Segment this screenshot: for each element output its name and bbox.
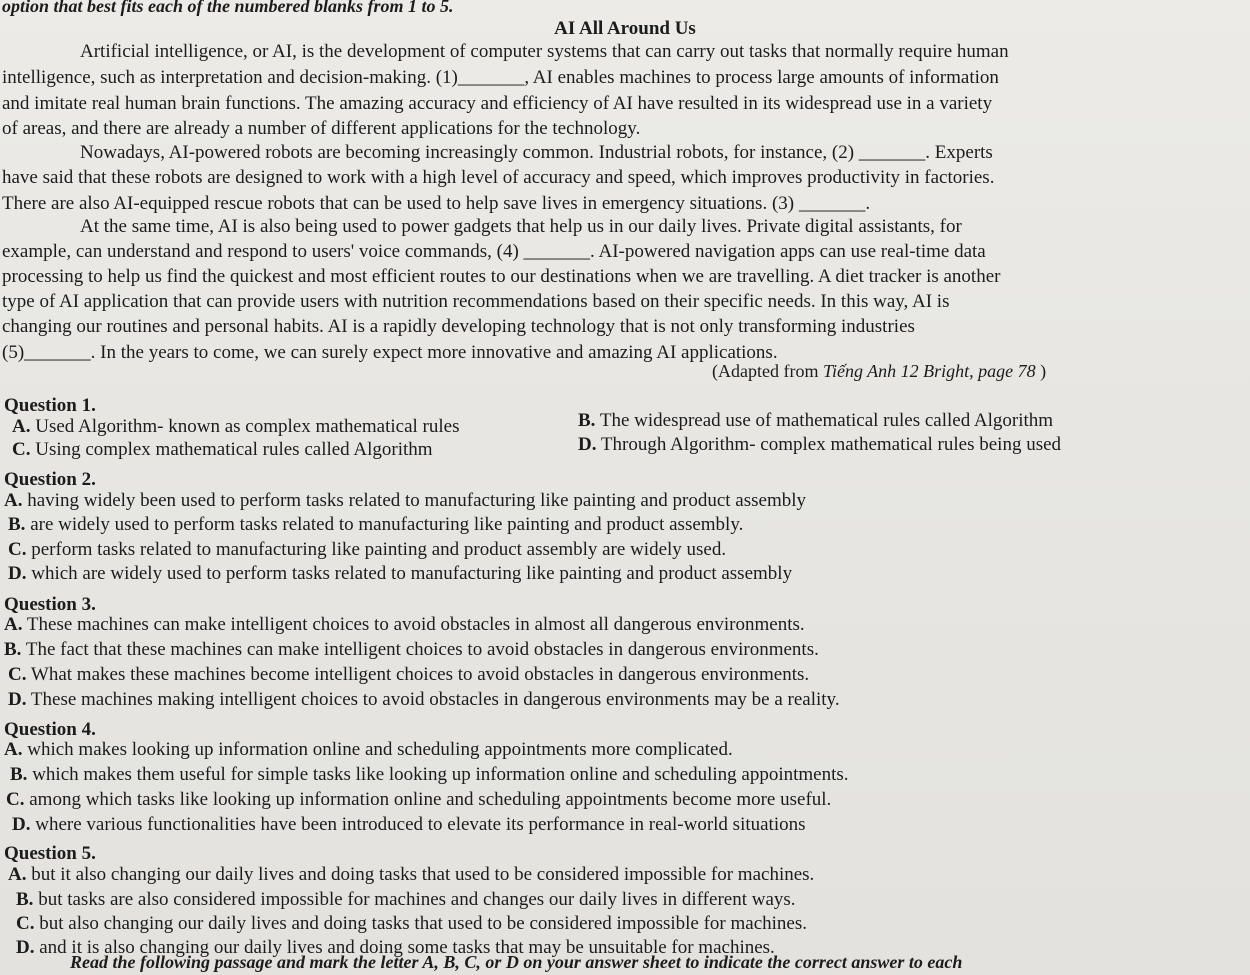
- question-3-option-c: C. What makes these machines become intelligent choices to avoid obstacles in dangerous environments.: [8, 664, 810, 685]
- question-3-option-d: D. These machines making intelligent choices to avoid obstacles in dangerous environments may be a reality.: [8, 689, 840, 710]
- question-1-option-c: C. Using complex mathematical rules called Algorithm: [12, 439, 433, 460]
- source-prefix: (Adapted from: [712, 361, 823, 381]
- question-4-option-c: C. among which tasks like looking up information online and scheduling appointments become more useful.: [6, 789, 832, 810]
- question-2-option-b: B. are widely used to perform tasks related to manufacturing like painting and product assembly.: [8, 514, 744, 535]
- passage-line: and imitate real human brain functions. The amazing accuracy and efficiency of AI have resulted in its widespread use in a variety: [2, 93, 993, 114]
- instruction-bottom: Read the following passage and mark the letter A, B, C, or D on your answer sheet to indicate the correct answer to each: [70, 952, 963, 972]
- question-2-label: Question 2.: [4, 469, 96, 490]
- question-2-option-a: A. having widely been used to perform tasks related to manufacturing like painting and product assembly: [4, 490, 807, 511]
- question-2-option-c: C. perform tasks related to manufacturing like painting and product assembly are widely used.: [8, 539, 727, 560]
- passage-line: example, can understand and respond to users' voice commands, (4) _______. AI-powered navigation apps can use real-time data: [2, 241, 986, 262]
- question-4-option-a: A. which makes looking up information online and scheduling appointments more complicated.: [4, 739, 733, 760]
- passage-title: AI All Around Us: [554, 18, 696, 39]
- source-citation: [712, 361, 1046, 382]
- question-1-option-b: B. The widespread use of mathematical rules called Algorithm: [578, 410, 1054, 431]
- question-4-option-b: B. which makes them useful for simple tasks like looking up information online and scheduling appointments.: [10, 764, 849, 785]
- question-4-label: Question 4.: [4, 719, 96, 740]
- passage-line: changing our routines and personal habits. AI is a rapidly developing technology that is not only transforming industries: [2, 316, 915, 337]
- passage-line: type of AI application that can provide users with nutrition recommendations based on their specific needs. In this way, AI is: [2, 291, 950, 312]
- question-5-option-a: A. but it also changing our daily lives and doing tasks that used to be considered impossible for machines.: [8, 864, 815, 885]
- passage-line: (5)_______. In the years to come, we can surely expect more innovative and amazing AI applications.: [2, 342, 778, 363]
- question-5-option-d: D. and it is also changing our daily lives and doing some tasks that may be unsuitable for machines.: [16, 937, 775, 958]
- question-5-option-c: C. but also changing our daily lives and doing tasks that used to be considered impossible for machines.: [16, 913, 807, 934]
- question-4-option-d: D. where various functionalities have been introduced to elevate its performance in real-world situations: [12, 814, 806, 835]
- question-5-option-b: B. but tasks are also considered impossible for machines and changes our daily lives in different ways.: [16, 889, 796, 910]
- question-1-label: Question 1.: [4, 395, 96, 416]
- passage-line: There are also AI-equipped rescue robots that can be used to help save lives in emergency situations. (3) _______.: [2, 193, 871, 214]
- question-3-option-a: A. These machines can make intelligent choices to avoid obstacles in almost all dangerous environments.: [4, 614, 805, 635]
- question-3-label: Question 3.: [4, 594, 96, 615]
- passage-line: processing to help us find the quickest and most efficient routes to our destinations when we are travelling. A diet tracker is another: [2, 266, 1001, 287]
- passage-line: Nowadays, AI-powered robots are becoming increasingly common. Industrial robots, for instance, (2) _______. Experts: [80, 142, 993, 163]
- question-5-label: Question 5.: [4, 843, 96, 864]
- passage-line: At the same time, AI is also being used to power gadgets that help us in our daily lives. Private digital assistants, for: [80, 216, 962, 237]
- passage-line: intelligence, such as interpretation and decision-making. (1)_______, AI enables machines to process large amounts of information: [2, 67, 999, 88]
- question-3-option-b: B. The fact that these machines can make intelligent choices to avoid obstacles in dangerous environments.: [4, 639, 819, 660]
- question-1-option-d: D. Through Algorithm- complex mathematical rules being used: [578, 434, 1062, 455]
- passage-line: Artificial intelligence, or AI, is the development of computer systems that can carry out tasks that normally require human: [80, 41, 1009, 62]
- passage-line: of areas, and there are already a number of different applications for the technology.: [2, 118, 641, 139]
- source-suffix: ): [1035, 361, 1047, 381]
- question-2-option-d: D. which are widely used to perform tasks related to manufacturing like painting and product assembly: [8, 563, 793, 584]
- passage-line: have said that these robots are designed to work with a high level of accuracy and speed, which improves productivity in factories.: [2, 167, 995, 188]
- instruction-top: option that best fits each of the numbered blanks from 1 to 5.: [2, 0, 454, 16]
- question-1-option-a: A. Used Algorithm- known as complex mathematical rules: [12, 416, 460, 437]
- source-book: Tiếng Anh 12 Bright, page 78: [822, 361, 1036, 381]
